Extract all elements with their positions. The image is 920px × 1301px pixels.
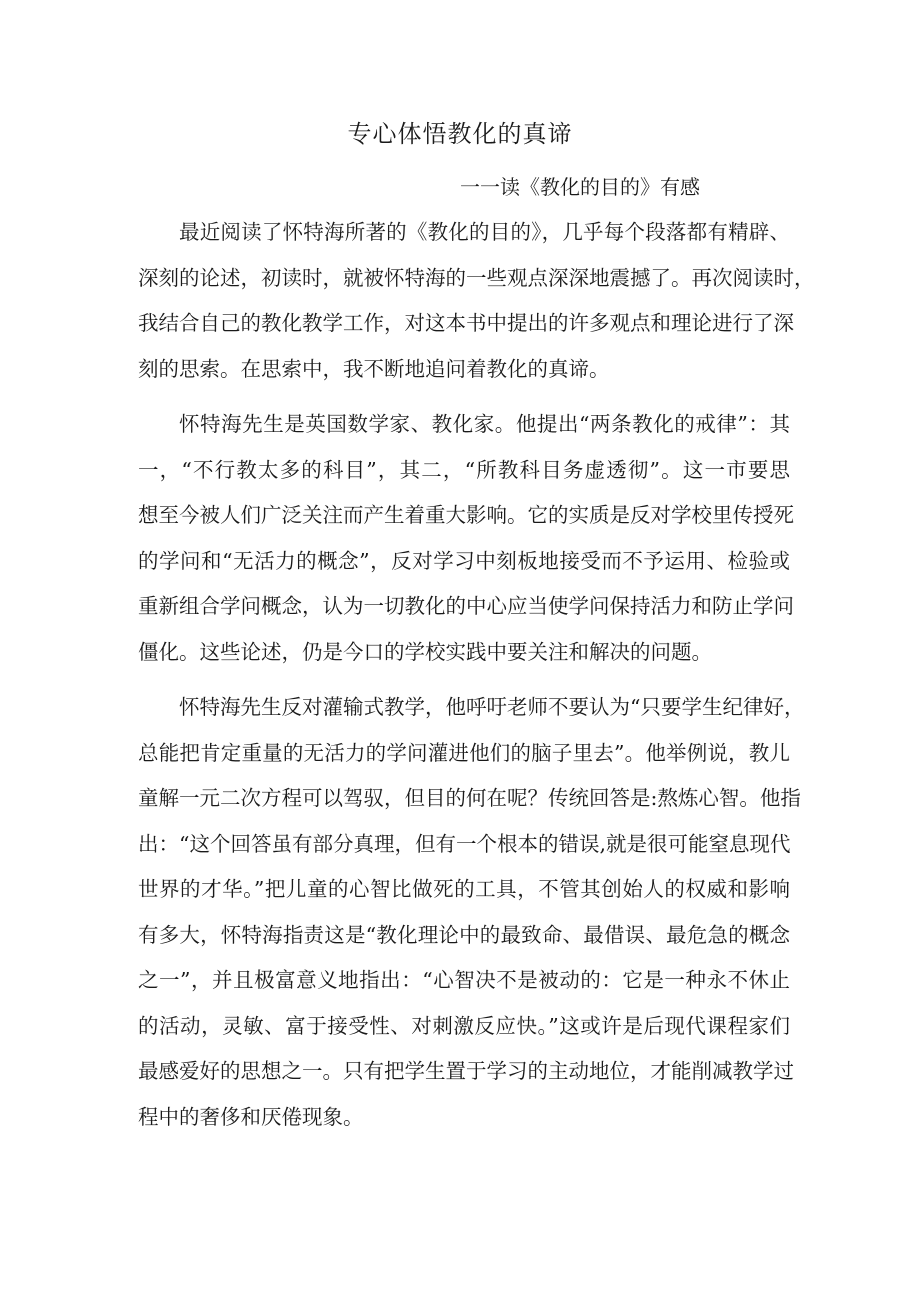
paragraph-line: 僵化。这些论述，仍是今口的学校实践中要关注和解决的问题。 bbox=[138, 639, 712, 664]
paragraph-line: 一，“不行教太多的科目”，其二，“所教科目务虚透彻”。这一市要思 bbox=[138, 457, 790, 482]
paragraph-line: 最近阅读了怀特海所著的《教化的目的》，几乎每个段落都有精辟、 bbox=[179, 220, 790, 244]
paragraph-line: 程中的奢侈和厌倦现象。 bbox=[138, 1104, 364, 1129]
paragraph-line: 之一”，并且极富意义地指出：“心智决不是被动的：它是一种永不休止 bbox=[138, 968, 790, 992]
document-title: 专心体悟教化的真谛 bbox=[347, 120, 573, 148]
paragraph-line: 怀特海先生是英国数学家、教化家。他提出“两条教化的戒律”：其 bbox=[179, 412, 790, 436]
document-body bbox=[138, 210, 815, 1150]
paragraph-line: 想至今被人们广泛关注而产生着重大影响。它的实质是反对学校里传授死 bbox=[138, 503, 794, 527]
paragraph-line: 的活动，灵敏、富于接受性、对刺激反应快。”这或许是后现代课程家们 bbox=[138, 1013, 790, 1038]
paragraph-2 bbox=[138, 402, 794, 675]
document-subtitle: 一一读《教化的目的》有感 bbox=[460, 175, 700, 199]
paragraph-line: 总能把肯定重量的无活力的学问灌进他们的脑子里去”。他举例说，教儿 bbox=[138, 740, 790, 765]
paragraph-line: 我结合自己的教化教学工作，对这本书中提出的许多观点和理论进行了深 bbox=[138, 311, 794, 335]
paragraph-line: 童解一元二次方程可以驾驭，但目的何在呢？传统回答是:熬炼心智。他指 bbox=[138, 786, 801, 810]
paragraph-line: 刻的思索。在思索中，我不断地追问着教化的真谛。 bbox=[138, 356, 610, 381]
paragraph-line: 最感爱好的思想之一。只有把学生置于学习的主动地位，才能削减教学过 bbox=[138, 1059, 794, 1083]
paragraph-3 bbox=[138, 685, 805, 1140]
paragraph-line: 怀特海先生反对灌输式教学，他呼吁老师不要认为“只要学生纪律好， bbox=[179, 695, 805, 719]
paragraph-line: 深刻的论述，初读时，就被怀特海的一些观点深深地震撼了。再次阅读时， bbox=[138, 265, 815, 290]
paragraph-line: 重新组合学问概念，认为一切教化的中心应当使学问保持活力和防止学问 bbox=[138, 594, 794, 618]
paragraph-line: 世界的才华。”把儿童的心智比做死的工具，不管其创始人的权威和影响 bbox=[138, 877, 790, 901]
paragraph-line: 的学问和“无活力的概念”，反对学习中刻板地接受而不予运用、检验或 bbox=[138, 548, 790, 573]
paragraph-line: 有多大，怀特海指责这是“教化理论中的最致命、最借误、最危急的概念 bbox=[138, 922, 790, 947]
paragraph-1 bbox=[138, 210, 815, 392]
paragraph-line: 出：“这个回答虽有部分真理，但有一个根本的错误,就是很可能窒息现代 bbox=[138, 831, 791, 856]
